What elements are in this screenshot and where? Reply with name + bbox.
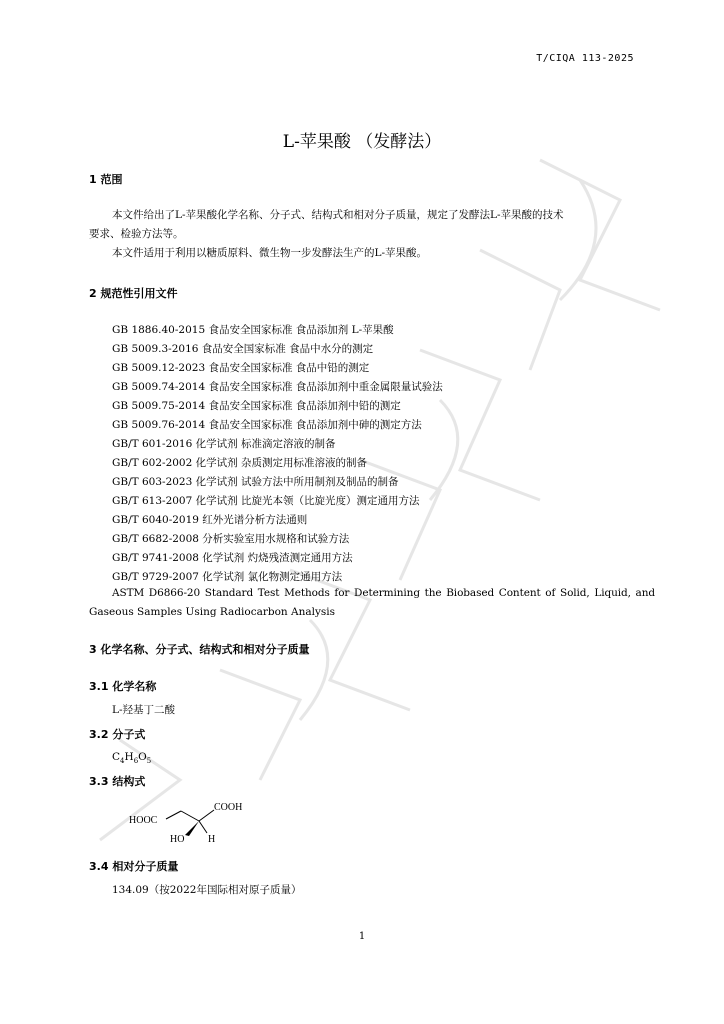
- subsection-3-3-heading: 3.3 结构式: [89, 775, 146, 788]
- reference-item: GB/T 6682-2008 分析实验室用水规格和试验方法: [112, 533, 350, 545]
- reference-item: GB 5009.74-2014 食品安全国家标准 食品添加剂中重金属限量试验法: [112, 381, 443, 393]
- reference-item: GB/T 613-2007 化学试剂 比旋光本领（比旋光度）测定通用方法: [112, 495, 420, 507]
- reference-item: GB/T 9741-2008 化学试剂 灼烧残渣测定通用方法: [112, 552, 353, 564]
- scope-paragraph-2: 本文件适用于利用以糖质原料、微生物一步发酵法生产的L-苹果酸。: [112, 247, 428, 259]
- structural-formula: [125, 795, 265, 847]
- reference-item: GB 5009.12-2023 食品安全国家标准 食品中铅的测定: [112, 362, 370, 374]
- reference-item: GB 1886.40-2015 食品安全国家标准 食品添加剂 L-苹果酸: [112, 324, 394, 336]
- reference-item: GB/T 603-2023 化学试剂 试验方法中所用制剂及制品的制备: [112, 476, 399, 488]
- reference-item: GB/T 601-2016 化学试剂 标准滴定溶液的制备: [112, 438, 336, 450]
- subsection-3-1-heading: 3.1 化学名称: [89, 680, 157, 693]
- label-ho: HO: [170, 834, 185, 845]
- reference-item: GB/T 6040-2019 红外光谱分析方法通则: [112, 514, 308, 526]
- label-h: H: [208, 834, 216, 845]
- document-title: L-苹果酸 （发酵法）: [282, 132, 442, 152]
- scope-paragraph-line-1: 本文件给出了L-苹果酸化学名称、分子式、结构式和相对分子质量，规定了发酵法L-苹果酸的技术: [112, 209, 564, 221]
- section-3-heading: 3 化学名称、分子式、结构式和相对分子质量: [89, 643, 310, 656]
- scope-paragraph-line-2: 要求、检验方法等。: [89, 228, 184, 240]
- reference-item: GB 5009.76-2014 食品安全国家标准 食品添加剂中砷的测定方法: [112, 419, 422, 431]
- reference-astm-line-1: ASTM D6866-20 Standard Test Methods for Determining the Biobased Content of Solid, Liquid, and: [112, 587, 655, 599]
- chemical-name: L-羟基丁二酸: [112, 704, 176, 716]
- section-1-heading: 1 范围: [89, 173, 123, 186]
- subsection-3-2-heading: 3.2 分子式: [89, 728, 146, 741]
- reference-item: GB 5009.3-2016 食品安全国家标准 食品中水分的测定: [112, 343, 374, 355]
- reference-item: GB/T 602-2002 化学试剂 杂质测定用标准溶液的制备: [112, 457, 367, 469]
- relative-molecular-mass: 134.09（按2022年国际相对原子质量）: [112, 884, 302, 896]
- standard-code: T/CIQA 113-2025: [536, 53, 634, 64]
- reference-item: GB 5009.75-2014 食品安全国家标准 食品添加剂中铅的测定: [112, 400, 401, 412]
- page-number: 1: [358, 931, 366, 942]
- label-hooc: HOOC: [129, 815, 158, 826]
- subsection-3-4-heading: 3.4 相对分子质量: [89, 860, 179, 873]
- label-cooh: COOH: [214, 802, 243, 813]
- section-2-heading: 2 规范性引用文件: [89, 287, 178, 300]
- molecular-formula: $C_4H_6O_5$: [112, 751, 152, 766]
- reference-astm-line-2: Gaseous Samples Using Radiocarbon Analysis: [89, 606, 336, 618]
- reference-item: GB/T 9729-2007 化学试剂 氯化物测定通用方法: [112, 571, 343, 583]
